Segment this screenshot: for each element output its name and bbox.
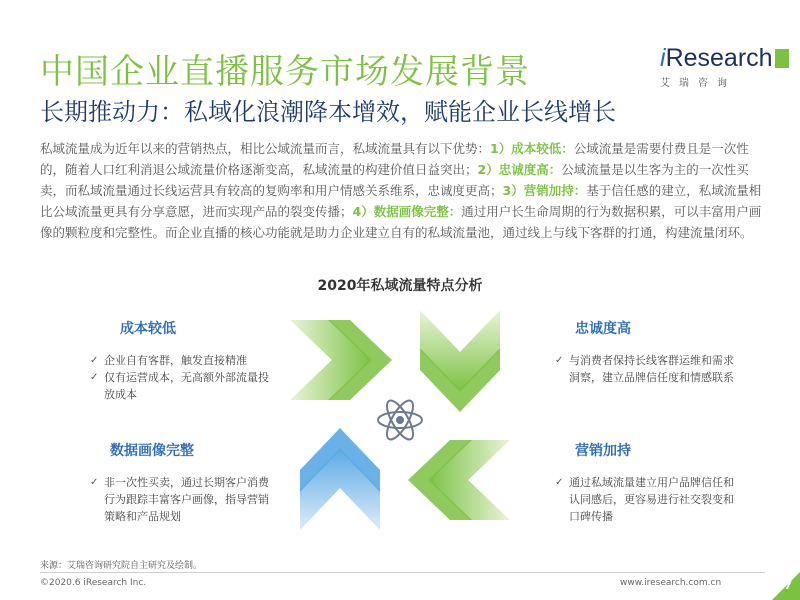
intro-highlight: 4）数据画像完整：	[352, 204, 462, 219]
figure-title: 2020年私域流量特点分析	[317, 278, 483, 294]
logo-chinese-name: 艾瑞咨询	[660, 78, 736, 89]
page-number: 7	[784, 578, 793, 592]
intro-paragraph	[40, 138, 765, 243]
arrow-left-icon	[408, 440, 510, 520]
page-title: 中国企业直播服务市场发展背景	[40, 52, 530, 92]
intro-text: 通过用户长生命周期的行为数据积累，可以丰富用户画像的颗粒度和完整性。而企业直播的核心功能就是助力企业建立自有的私域流量池，通过线上与线下客群的打通，构建流量闭环。	[40, 204, 762, 240]
arrow-right-icon	[290, 320, 392, 400]
arrow-down-icon	[420, 310, 500, 412]
source-note: 来源：艾瑞咨询研究院自主研究及绘制。	[40, 561, 203, 571]
logo-i: i	[660, 44, 666, 72]
logo-bar-icon	[775, 49, 789, 68]
logo-word: Research	[665, 44, 773, 72]
quadrant-list-data-profile	[90, 474, 270, 525]
list-item: ✓ 通过私域流量建立用户品牌信任和认同感后，更容易进行社交裂变和口碑传播	[555, 474, 735, 525]
list-item: ✓ 企业自有客群，触发直接精准	[90, 352, 270, 369]
intro-text: 公域流量是需要付费且是一次性的，随着人口红利消退公域流量价格逐渐变高，私域流量的构建价值日益突出；	[40, 141, 749, 177]
quadrant-title-loyalty: 忠诚度高	[575, 321, 631, 337]
copyright: ©2020.6 iResearch Inc.	[40, 578, 147, 588]
website-link[interactable]: www.iresearch.com.cn	[620, 578, 722, 588]
intro-highlight: 1）成本较低：	[490, 141, 574, 156]
intro-highlight: 3）营销加持：	[502, 183, 587, 198]
quadrant-list-cost	[90, 352, 270, 403]
quadrant-title-data-profile: 数据画像完整	[110, 443, 194, 459]
quadrant-list-loyalty	[555, 352, 735, 386]
intro-text: 基于信任感的建立，私域流量相比公域流量更具有分享意愿，进而实现产品的裂变传播；	[40, 183, 762, 219]
footer-divider	[40, 572, 765, 573]
intro-text: 私域流量成为近年以来的营销热点，相比公域流量而言，私域流量具有以下优势：	[40, 141, 491, 156]
list-item: ✓ 非一次性买卖，通过长期客户消费行为跟踪丰富客户画像，指导营销策略和产品规划	[90, 474, 270, 525]
quadrant-list-marketing	[555, 474, 735, 525]
quadrant-title-cost: 成本较低	[120, 321, 176, 337]
iresearch-logo	[660, 44, 773, 89]
quadrant-title-marketing: 营销加持	[575, 443, 631, 459]
intro-text: 公域流量是以生客为主的一次性买卖，而私域流量通过长线运营具有较高的复购率和用户情感关系维系，忠诚度更高；	[40, 162, 749, 198]
page-subtitle: 长期推动力：私域化浪潮降本增效，赋能企业长线增长	[40, 98, 616, 126]
arrows-diagram	[280, 300, 520, 540]
list-item: ✓ 仅有运营成本，无高额外部流量投放成本	[90, 369, 270, 403]
arrow-up-icon	[300, 428, 380, 530]
intro-highlight: 2）忠诚度高：	[477, 162, 562, 177]
atom-icon	[378, 397, 422, 443]
list-item: ✓ 与消费者保持长线客群运维和需求洞察，建立品牌信任度和情感联系	[555, 352, 735, 386]
